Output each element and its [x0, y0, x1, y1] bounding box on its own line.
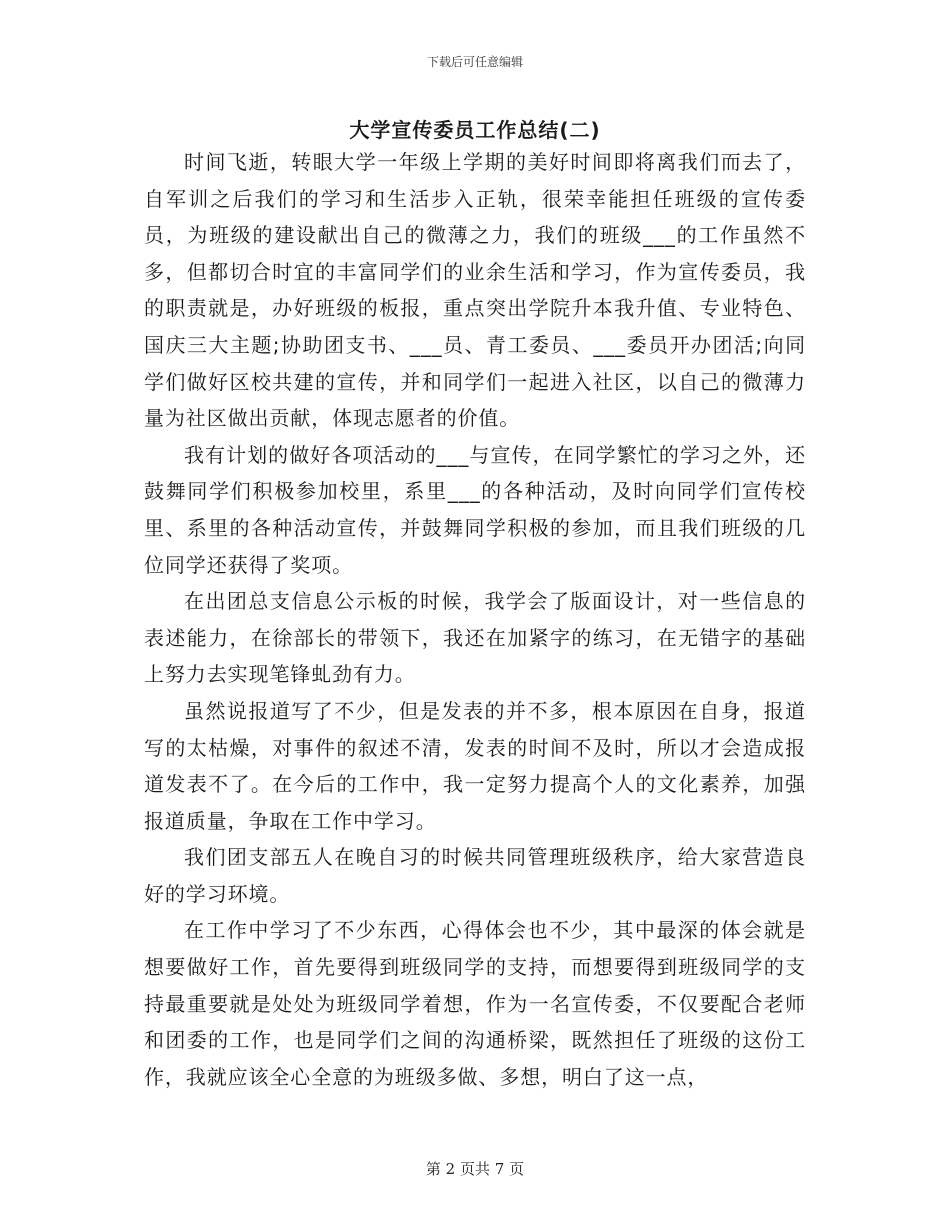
- paragraph-3: 在出团总支信息公示板的时候，我学会了版面设计，对一些信息的表述能力，在徐部长的带领下，我还在加紧字的练习，在无错字的基础上努力去实现笔锋虬劲有力。: [144, 589, 806, 687]
- document-title: 大学宣传委员工作总结(二): [349, 118, 601, 142]
- document-body: [144, 144, 806, 1095]
- page-footer: 第 2 页共 7 页: [425, 1160, 525, 1178]
- paragraph-6: 在工作中学习了不少东西，心得体会也不少，其中最深的体会就是想要做好工作，首先要得到班级同学的支持，而想要得到班级同学的支持最重要就是处处为班级同学着想，作为一名宣传委，不仅要配合老师和团委的工作，也是同学们之间的沟通桥梁，既然担任了班级的这份工作，我就应该全心全意的为班级多做、多想，明白了这一点，: [144, 918, 806, 1089]
- header-note: 下载后可任意编辑: [426, 55, 523, 69]
- paragraph-2: 我有计划的做好各项活动的___与宣传，在同学繁忙的学习之外，还鼓舞同学们积极参加校里，系里___的各种活动，及时向同学们宣传校里、系里的各种活动宣传，并鼓舞同学积极的参加，而且我们班级的几位同学还获得了奖项。: [144, 442, 806, 577]
- paragraph-5: 我们团支部五人在晚自习的时候共同管理班级秩序，给大家营造良好的学习环境。: [144, 845, 806, 906]
- paragraph-4: 虽然说报道写了不少，但是发表的并不多，根本原因在自身，报道写的太枯燥，对事件的叙述不清，发表的时间不及时，所以才会造成报道发表不了。在今后的工作中，我一定努力提高个人的文化素养，加强报道质量，争取在工作中学习。: [144, 698, 806, 833]
- paragraph-1: 时间飞逝，转眼大学一年级上学期的美好时间即将离我们而去了，自军训之后我们的学习和生活步入正轨，很荣幸能担任班级的宣传委员，为班级的建设献出自己的微薄之力，我们的班级___的工作虽然不多，但都切合时宜的丰富同学们的业余生活和学习，作为宣传委员，我的职责就是，办好班级的板报，重点突出学院升本我升值、专业特色、国庆三大主题;协助团支书、___员、青工委员、___委员开办团活;向同学们做好区校共建的宣传，并和同学们一起进入社区，以自己的微薄力量为社区做出贡献，体现志愿者的价值。: [144, 150, 806, 431]
